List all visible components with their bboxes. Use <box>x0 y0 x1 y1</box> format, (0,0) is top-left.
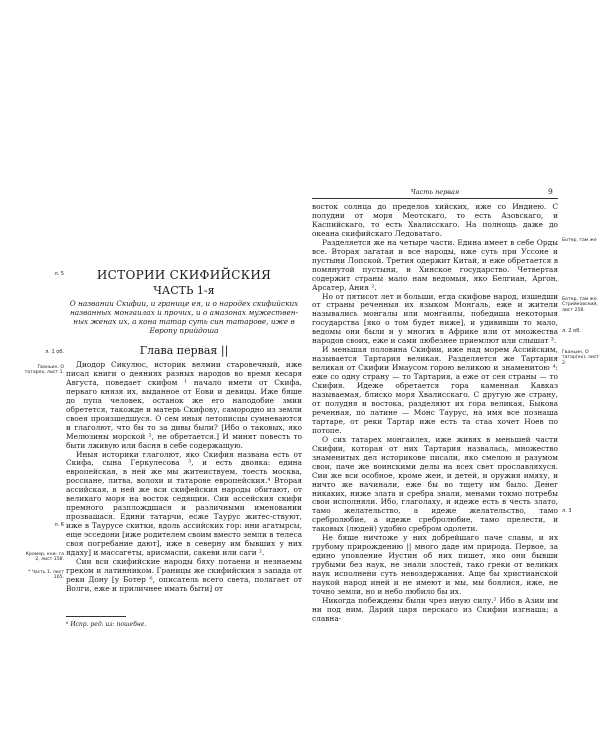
margin-page-ref: л. 5 <box>54 271 64 277</box>
chapter-heading: Глава первая || <box>139 344 229 357</box>
left-page-body <box>66 361 302 594</box>
header-rule <box>312 198 558 199</box>
paragraph: Разделяется же на четыре части. Едина имеет в себе Орды все. Вторая загатаи и все народы, иже суть при Уссоне и пустыни Лопской. Третия одержит Китай, и еже обретается в помянутой пустыни, и Хинское государство. Четвертая содержит страны мало нам ведомыя, яко Белгиан, Аргон, Арсатер, Ания ². <box>312 237 558 292</box>
margin-note: Ботер, там же <box>562 238 597 243</box>
paragraph: восток солнца до пределов хийских, иже со Индиею. С полудни от моря Меотскаго, то есть Азовскаго, и Каспийскаго, то есть Хвалисскаго. На полнощь даже до океана скифийскаго Ледоватаго. <box>312 202 558 238</box>
footnote-rule <box>66 616 126 617</box>
paragraph: Иныя историки глаголют, яко Скифия названа есть от Скифа, сына Геркулесова ³, и есть двояка: едина европейская, в ней же мы житеиствуем, тоесть москва, россиане, литва, волохи и татарове европейския.⁴ Вторая ассийская, в ней же вси скифейския народы обитают, от великаго моря на восток седящии. Сии ассейския скифи премного разплождшася и различными именовании прозвашася. Едини татарчи, есже Таурус житес-ствуют, иже в Таурусе скитки, вдоль ассийских гор: ини агатырсы, еще эсседони [иже родителем своим вместо земли в телеса своя погребание дают], иже в северну им бывших у них ядаху] и массагеты, арисмаспи, сакеви или саги ². <box>66 449 302 558</box>
paragraph: Но от пятисот лет и больши, егда скифове народ, изшедши от страны реченныя их языком Монгаль, еже и жители назывались монгалы или монгаилы, победиша некоторыя государства [яко о том будет ниже], и удививши то мало, ведомы они были и у многих в Африке или от множества народов своих, еже и сами любезнее приемлют или слышат ³. <box>312 291 558 346</box>
margin-page-ref: л. 2 об. <box>562 328 581 334</box>
footnote: ⁶ Испр. ред. из: пошебне. <box>66 621 147 628</box>
paragraph: Не бяше ничтоже у них добрейшаго паче славы, и их грубому прирождению || много даде им природа. Первое, за едино уповление Иустин об них пишет, яко они бывши грубыми без наук, не знали злостей, тако греки от великих наук исполнени суть невоздержания. Аще бы христианской наукой народ иней и не имеют и мы, мы боялися, иже, не точно земли, но и небо любило бы их. <box>312 533 558 596</box>
running-header: Часть первая <box>410 188 460 196</box>
chapter-summary: О названии Скифии, и границе ея, и о народех скифийских названных монгаилах и прочих, и о амазонах мужествен-ных женах их, а кона татар суть син татарове, иже в Европу прийдоша <box>69 299 299 335</box>
paragraph: Никогда побеждены были чрез иную силу.² Ибо в Азии им ни под ним. Дарий царя перскаго из Скифии изгнаша; а славна- <box>312 595 558 623</box>
margin-note: Гваньин. О татарех, лист 1. <box>24 365 64 376</box>
paragraph: Диодор Сикулюс, историк велмии старовечный, иже писал книги о деяниях разных народов во время кесаря Августа, поведает скифом ¹ начало имети от Скифа, перваго князя их, выданное от Еови и девицы. Иже бяше до пупа человек, останок же его наподобие змии обретется, такожде и матерь Скифову, самородно из земли своея произшедшуся. О сем иныя летописцы сумневаются и глаголют, что бы то за дивы были? [Ибо о таковых, яко Мелюзины морской ², не обретается.] И минят повесть то быти лживую или басня в себе содержащую. <box>66 360 302 450</box>
book-title: ИСТОРИИ СКИФИЙСКИЯ <box>96 268 272 282</box>
paragraph: И меньшая половина Скифии, иже над морем Ассийским, называется Тартария великая. Разделяется же Тартария великая от Скифии Имаусом горою великою и знаменитою ⁴: еже со одну страну — то Тартария, а еже от сея страны — то Скифия. Идеже обретается гора каменная Кавказ называемая, блиско моря Хвалисскаго. С другую же страну, от полудня и востока, разделяют их гора великая, Быкова реченная, по латине — Монс Таурус, на имя все познаша тартаре, от реки Тартар иже есть та стаа хочет Ноев по потопе. <box>312 345 558 435</box>
margin-note: Ботер, там же. Стрийковский, лист 258. <box>562 297 599 313</box>
part-title: ЧАСТЬ 1-я <box>153 284 215 297</box>
margin-page-ref: л. 1 об. <box>45 349 64 355</box>
right-page-body <box>312 203 558 624</box>
page-number: 9 <box>548 187 553 196</box>
paragraph: Сии вси скифийские народы бяху потаени и незнаемы греком и латинником. Границы же скифийския з запада от реки Дону [у Ботер ⁶, описатель всего света, полагает от Волги, еже и приличнее имать быти] от <box>66 556 302 593</box>
margin-note: Кромер, кни- га 2, лист 158. <box>25 552 64 563</box>
margin-note: * Часть 1, лист 165. <box>27 570 64 581</box>
paragraph: О сих татарех монгаилех, иже живях в меньшей части Скифии, которая от них Тартария назвалась, множество знаменитых дел историкове писали, яко смелою и разумом свои, паче же воинскими делы на всех свет прославляхуся. Сии же вси особное, кроме жен, и детей, и оружия имяху, и ничто же начинали, еже бы во тщету им было. Денег никаких, ниже злата и сребра знали, менами токмо потребы свои исполняли. Ибо, глаголаху, и идеже есть в честь злато, тамо желательство, а идеже желательство, тамо сребролюбие, а идеже сребролюбие, тамо прелести, и таковых (людей) удобно сребром одолети. <box>312 434 558 534</box>
margin-page-ref: л. 3 <box>562 508 572 514</box>
margin-note: Гваньин, О татар(ех), лист 2. <box>562 350 600 366</box>
margin-page-ref: л. 6 <box>54 522 64 528</box>
